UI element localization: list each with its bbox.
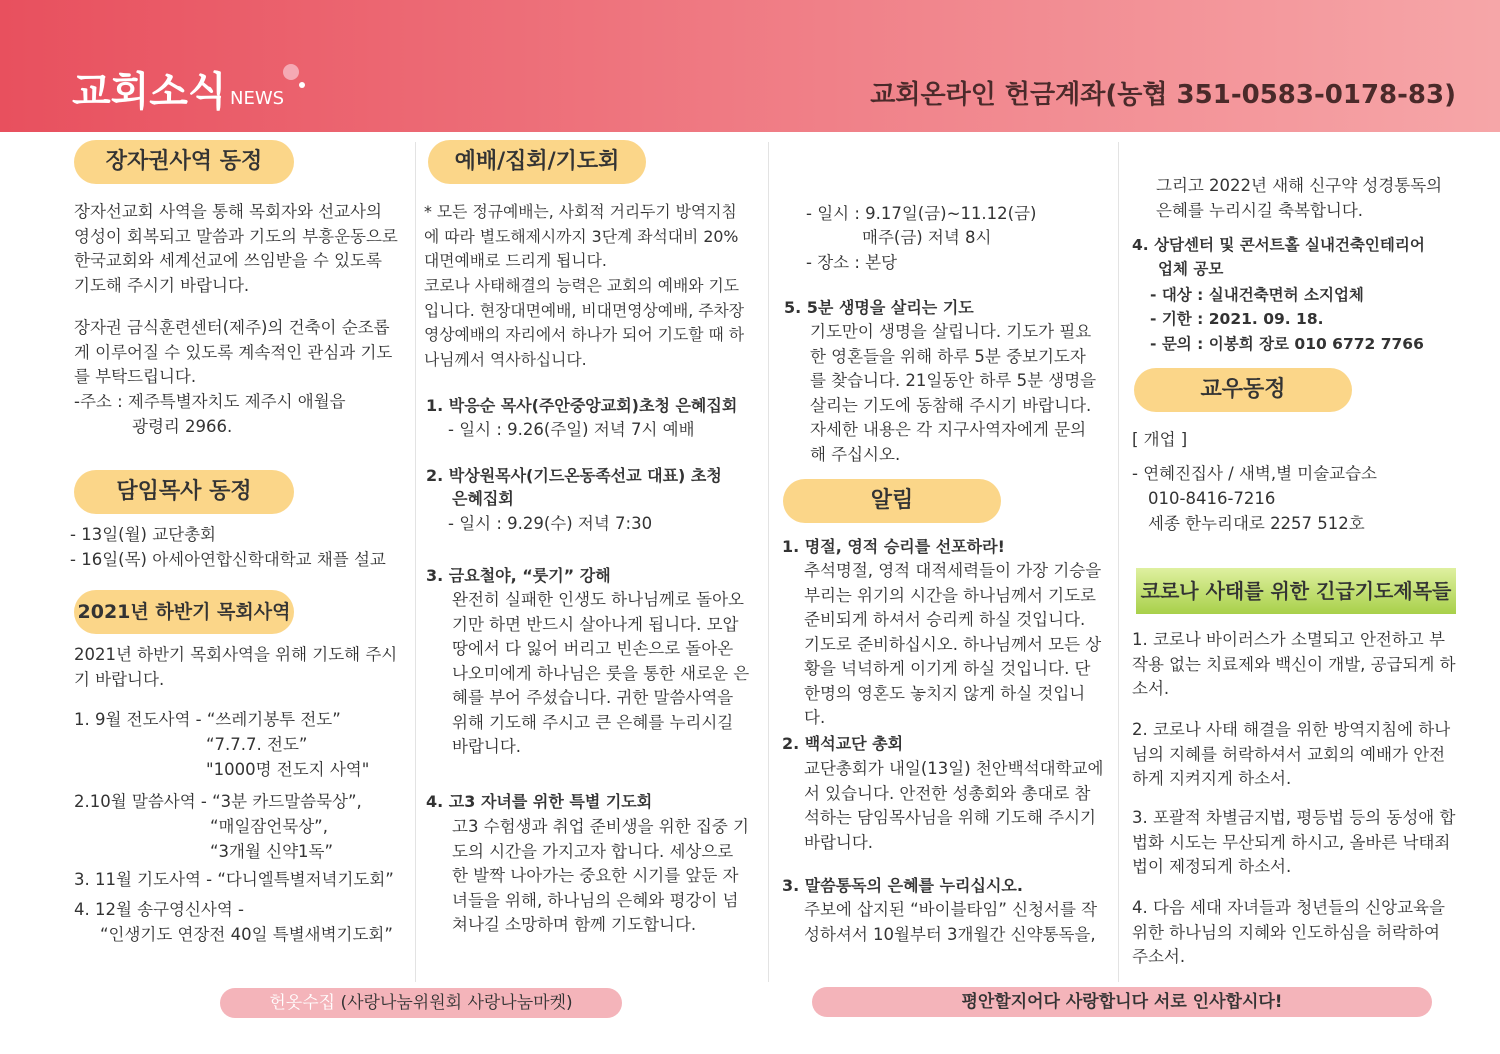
worship-item-body: 기도만이 생명을 살립니다. 기도가 필요한 영혼들을 위해 하루 5분 중보기도자를 찾습니다. 21일동안 하루 5분 생명을 살리는 기도에 동참해 주시기 바랍니다. 자세한 내용은 각 지구사역자에게 문의해 주십시오. — [810, 322, 1097, 464]
decorative-dot — [283, 64, 299, 80]
jangja-address-2: 광령리 2966. — [132, 417, 233, 436]
page-title: 교회소식 — [72, 69, 227, 115]
ministry-item: 2.10월 말씀사역 - “3분 카드말씀묵상”, — [74, 792, 362, 811]
prayer-item: 2. 코로나 사태 해결을 위한 방역지침에 하나님의 지혜를 허락하셔서 교회의 예배가 안전하게 지켜지게 하소서. — [1132, 720, 1451, 788]
worship-item-title: 1. 박응순 목사(주안중앙교회)초청 은혜집회 — [426, 396, 738, 415]
ministry-item: “7.7.7. 전도” — [206, 735, 308, 754]
worship-item-body: 완전히 실패한 인생도 하나님께로 돌아오기만 하면 반드시 살아나게 됩니다. 모압 땅에서 다 잃어 버리고 빈손으로 돌아온 나오미에게 하나님은 룻을 통한 새로운 은혜를 부어 주셨습니다. 귀한 말씀사역을 위해 기도해 주시고 큰 은혜를 누리시길 바랍니다. — [452, 590, 750, 756]
footer-greeting: 평안할지어다 사랑합니다 서로 인사합시다! — [812, 987, 1432, 1017]
notice-detail: - 대상 : 실내건축면허 소지업체 — [1150, 286, 1364, 304]
offering-account: 교회온라인 헌금계좌(농협 351-0583-0178-83) — [870, 80, 1456, 110]
footer-clothes-detail: (사랑나눔위원회 사랑나눔마켓) — [335, 993, 573, 1013]
column-divider — [768, 142, 769, 982]
ministry-intro: 2021년 하반기 목회사역을 위해 기도해 주시기 바랍니다. — [74, 645, 398, 689]
ministry-item: 3. 11월 기도사역 - “다니엘특별저녁기도회” — [74, 870, 394, 889]
notice-detail: - 기한 : 2021. 09. 18. — [1150, 310, 1324, 328]
notice-body: 주보에 삽지된 “바이블타임” 신청서를 작성하셔서 10월부터 3개월간 신약통독을, — [804, 900, 1098, 944]
pastor-item: - 13일(월) 교단총회 — [70, 525, 216, 544]
jangja-paragraph-1: 장자선교회 사역을 통해 목회자와 선교사의 영성이 회복되고 말씀과 기도의 부흥운동으로 한국교회와 세계선교에 쓰임받을 수 있도록 기도해 주시기 바랍니다. — [74, 202, 398, 295]
prayer-item: 3. 포괄적 차별금지법, 평등법 등의 동성애 합법화 시도는 무산되게 하시고, 올바른 낙태죄법이 제정되게 하소서. — [1132, 808, 1456, 876]
worship-intro-2: 코로나 사태해결의 능력은 교회의 예배와 기도입니다. 현장대면예배, 비대면영상예배, 주차장 영상예배의 자리에서 하나가 되어 기도할 때 하나님께서 역사하십니다. — [424, 276, 745, 369]
worship-item-title: 은혜집회 — [452, 489, 514, 508]
worship-item-title: 2. 박상원목사(기드온동족선교 대표) 초청 — [426, 466, 722, 485]
section-title-worship: 예배/집회/기도회 — [428, 140, 646, 184]
ministry-item: 1. 9월 전도사역 - “쓰레기봉투 전도” — [74, 710, 341, 729]
ministry-item: “매일잠언묵상”, — [210, 817, 328, 836]
footer-clothes-label: 헌옷수집 — [269, 993, 336, 1013]
worship-intro-1: * 모든 정규예배는, 사회적 거리두기 방역지침에 따라 별도해제시까지 3단계 좌석대비 20% 대면예배로 드리게 됩니다. — [424, 202, 739, 270]
section-title-jangja: 장자권사역 동정 — [74, 140, 294, 184]
pastor-item: - 16일(목) 아세아연합신학대학교 채플 설교 — [70, 550, 386, 569]
notice-title: 2. 백석교단 총회 — [782, 734, 904, 753]
section-title-ministry: 2021년 하반기 목회사역 — [74, 590, 294, 634]
schedule-detail: - 일시 : 9.17일(금)~11.12(금) — [806, 204, 1037, 223]
section-title-notice: 알림 — [783, 479, 1001, 523]
ministry-item: “인생기도 연장전 40일 특별새벽기도회” — [100, 925, 393, 944]
notice-body: 추석명절, 영적 대적세력들이 가장 기승을 부리는 위기의 시간을 하나님께서 기도로 준비되게 하셔서 승리케 하실 것입니다. 기도로 준비하십시오. 하나님께서 모든 상황을 넉넉하게 이기게 하실 것입니다. 단 한명의 영혼도 놓치지 않게 하실 것입니다. — [804, 561, 1102, 727]
worship-item-title: 4. 고3 자녀를 위한 특별 기도회 — [426, 792, 653, 811]
members-label: [ 개업 ] — [1132, 430, 1188, 449]
members-item: 010-8416-7216 — [1148, 489, 1276, 508]
news-label: NEWS — [230, 88, 285, 109]
schedule-detail: 매주(금) 저녁 8시 — [862, 228, 992, 247]
notice-title: 1. 명절, 영적 승리를 선포하라! — [782, 537, 1005, 556]
section-title-prayer: 코로나 사태를 위한 긴급기도제목들 — [1136, 568, 1456, 614]
members-item: - 연혜진집사 / 새벽,별 미술교습소 — [1132, 464, 1377, 483]
ministry-item: "1000명 전도지 사역" — [206, 760, 370, 779]
worship-item-title: 3. 금요철야, “룻기” 강해 — [426, 566, 611, 585]
worship-item-detail: - 일시 : 9.29(수) 저녁 7:30 — [448, 514, 653, 533]
notice-title: 업체 공모 — [1158, 260, 1224, 278]
worship-item-detail: - 일시 : 9.26(주일) 저녁 7시 예배 — [448, 420, 695, 439]
members-item: 세종 한누리대로 2257 512호 — [1148, 514, 1365, 533]
jangja-address-1: -주소 : 제주특별자치도 제주시 애월읍 — [74, 392, 346, 411]
section-title-members: 교우동정 — [1134, 368, 1352, 412]
prayer-item: 4. 다음 세대 자녀들과 청년들의 신앙교육을 위한 하나님의 지혜와 인도하심을 허락하여 주소서. — [1132, 898, 1445, 966]
notice-body-continued: 그리고 2022년 새해 신구약 성경통독의 은혜를 누리시길 축복합니다. — [1156, 176, 1443, 220]
jangja-paragraph-2: 장자권 금식훈련센터(제주)의 건축이 순조롭게 이루어질 수 있도록 계속적인 관심과 기도를 부탁드립니다. — [74, 318, 393, 386]
footer-clothes-collection — [220, 988, 622, 1018]
worship-item-body: 고3 수험생과 취업 준비생을 위한 집중 기도의 시간을 가지고자 합니다. 세상으로 한 발짝 나아가는 중요한 시기를 앞둔 자녀들을 위해, 하나님의 은혜와 평강이 넘쳐나길 소망하며 함께 기도합니다. — [452, 817, 749, 934]
column-divider — [415, 142, 416, 982]
ministry-item: 4. 12월 송구영신사역 - — [74, 900, 244, 919]
worship-item-title: 5. 5분 생명을 살리는 기도 — [784, 298, 974, 317]
ministry-item: “3개월 신약1독” — [210, 842, 334, 861]
schedule-detail: - 장소 : 본당 — [806, 253, 898, 272]
column-divider — [1118, 142, 1119, 982]
header-banner — [0, 0, 1500, 132]
prayer-item: 1. 코로나 바이러스가 소멸되고 안전하고 부작용 없는 치료제와 백신이 개발, 공급되게 하소서. — [1132, 630, 1456, 698]
notice-detail: - 문의 : 이봉희 장로 010 6772 7766 — [1150, 335, 1424, 353]
decorative-dot-small — [299, 82, 305, 88]
notice-body: 교단총회가 내일(13일) 천안백석대학교에서 있습니다. 안전한 성총회와 총대로 참석하는 담임목사님을 위해 기도해 주시기 바랍니다. — [804, 759, 1104, 852]
section-title-pastor: 담임목사 동정 — [74, 470, 294, 514]
notice-title: 3. 말씀통독의 은혜를 누리십시오. — [782, 876, 1023, 895]
notice-title: 4. 상담센터 및 콘서트홀 실내건축인테리어 — [1132, 236, 1425, 254]
